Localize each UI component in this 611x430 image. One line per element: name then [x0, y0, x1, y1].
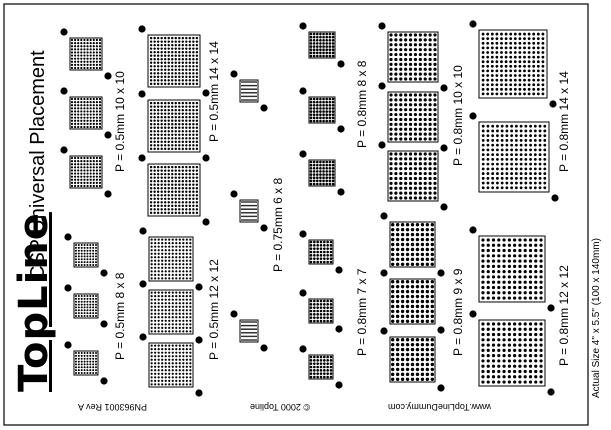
fiducial-mark — [380, 269, 387, 276]
fiducial-mark — [202, 218, 209, 225]
package-p05-14x14-1 — [138, 25, 209, 96]
fiducial-mark — [335, 266, 342, 273]
fiducial-mark — [104, 131, 111, 138]
fiducial-mark — [549, 100, 556, 107]
fiducial-mark — [378, 22, 385, 29]
fiducial-mark — [299, 289, 306, 296]
label-p08-10x10: P = 0.8mm 10 x 10 — [451, 65, 465, 166]
fiducial-mark — [378, 82, 385, 89]
label-p05-8x8: P = 0.5mm 8 x 8 — [113, 272, 127, 360]
fiducial-mark — [437, 269, 444, 276]
fiducial-mark — [299, 150, 306, 157]
fiducial-mark — [230, 310, 237, 317]
fiducial-mark — [64, 233, 71, 240]
label-p08-9x9: P = 0.8mm 9 x 9 — [451, 268, 465, 356]
package-p05-14x14-2 — [138, 90, 209, 161]
fiducial-mark — [138, 25, 145, 32]
fiducial-mark — [60, 146, 67, 153]
fiducial-mark — [139, 227, 146, 234]
fiducial-mark — [299, 87, 306, 94]
fiducial-mark — [60, 28, 67, 35]
label-p08-8x8: P = 0.8mm 8 x 8 — [355, 60, 369, 148]
fiducial-mark — [195, 336, 202, 343]
package-p08-12x12-1 — [469, 226, 554, 311]
fiducial-mark — [260, 224, 267, 231]
fiducial-mark — [260, 104, 267, 111]
fiducial-mark — [100, 377, 107, 384]
fiducial-mark — [440, 144, 447, 151]
package-p08-14x14-2 — [469, 112, 558, 201]
page-title: CSP Universal Placement — [27, 50, 49, 280]
fiducial-mark — [337, 60, 344, 67]
package-p05-12x12-1 — [139, 227, 202, 290]
label-p08-12x12: P = 0.8mm 12 x 12 — [557, 265, 571, 366]
fiducial-mark — [195, 283, 202, 290]
package-p08-10x10-3 — [378, 141, 447, 210]
copyright-notice: © 2000 Topline — [250, 402, 311, 412]
label-p08-7x7: P = 0.8mm 7 x 7 — [355, 268, 369, 356]
fiducial-mark — [138, 90, 145, 97]
package-p08-10x10-1 — [378, 22, 447, 91]
fiducial-mark — [440, 203, 447, 210]
label-p08-14x14: P = 0.8mm 14 x 14 — [557, 71, 571, 172]
package-p08-9x9-1 — [380, 212, 444, 276]
fiducial-mark — [138, 154, 145, 161]
fiducial-mark — [139, 280, 146, 287]
fiducial-mark — [299, 230, 306, 237]
label-p05-14x14: P = 0.5mm 14 x 14 — [207, 41, 221, 142]
fiducial-mark — [60, 87, 67, 94]
fiducial-mark — [335, 325, 342, 332]
fiducial-mark — [299, 22, 306, 29]
fiducial-mark — [104, 72, 111, 79]
fiducial-mark — [378, 141, 385, 148]
fiducial-mark — [380, 327, 387, 334]
fiducial-mark — [195, 389, 202, 396]
fiducial-mark — [469, 112, 476, 119]
size-note: Actual Size 4" x 5.5" (100 x 140mm) — [591, 238, 602, 398]
fiducial-mark — [437, 384, 444, 391]
fiducial-mark — [551, 194, 558, 201]
fiducial-mark — [100, 320, 107, 327]
fiducial-mark — [440, 84, 447, 91]
fiducial-mark — [64, 341, 71, 348]
fiducial-mark — [469, 20, 476, 27]
fiducial-mark — [437, 326, 444, 333]
website-url: www.TopLineDummy.com — [388, 402, 491, 412]
topline-logo: TopLine — [11, 212, 57, 392]
fiducial-mark — [230, 190, 237, 197]
fiducial-mark — [337, 125, 344, 132]
part-number: PN963001 Rev A — [78, 402, 148, 412]
label-p075-6x8: P = 0.75mm 6 x 8 — [271, 177, 285, 272]
label-p05-12x12: P = 0.5mm 12 x 12 — [207, 259, 221, 360]
fiducial-mark — [230, 70, 237, 77]
package-p08-9x9-3 — [380, 327, 444, 391]
fiducial-mark — [299, 345, 306, 352]
fiducial-mark — [104, 190, 111, 197]
fiducial-mark — [380, 212, 387, 219]
package-p05-12x12-3 — [139, 333, 202, 396]
package-p05-14x14-3 — [138, 154, 209, 225]
fiducial-mark — [139, 333, 146, 340]
label-p05-10x10: P = 0.5mm 10 x 10 — [113, 71, 127, 172]
fiducial-mark — [100, 269, 107, 276]
package-p05-12x12-2 — [139, 280, 202, 343]
fiducial-mark — [469, 310, 476, 317]
fiducial-mark — [337, 188, 344, 195]
fiducial-mark — [64, 284, 71, 291]
fiducial-mark — [202, 154, 209, 161]
fiducial-mark — [335, 381, 342, 388]
fiducial-mark — [547, 304, 554, 311]
package-p08-14x14-1 — [469, 20, 556, 107]
package-p08-12x12-2 — [469, 310, 554, 395]
package-p08-10x10-2 — [378, 82, 447, 151]
fiducial-mark — [469, 226, 476, 233]
package-p08-9x9-2 — [380, 269, 444, 333]
fiducial-mark — [260, 344, 267, 351]
fiducial-mark — [547, 388, 554, 395]
